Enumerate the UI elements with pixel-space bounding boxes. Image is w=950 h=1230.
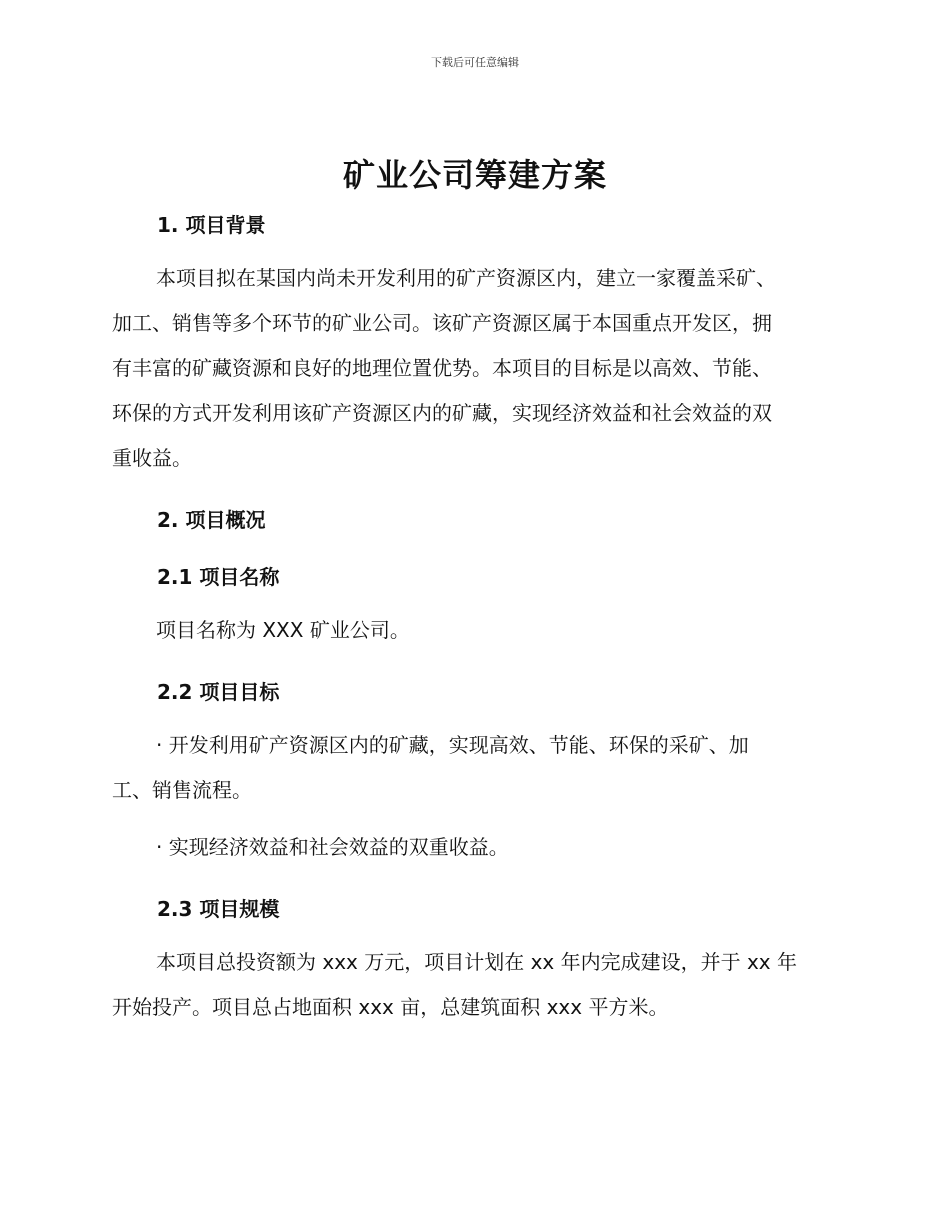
paragraph-line: 开始投产。项目总占地面积 xxx 亩，总建筑面积 xxx 平方米。 [112, 995, 669, 1019]
header-note: 下载后可任意编辑 [431, 56, 519, 69]
document-title: 矿业公司筹建方案 [342, 156, 607, 194]
paragraph-line: 有丰富的矿藏资源和良好的地理位置优势。本项目的目标是以高效、节能、 [112, 356, 772, 380]
paragraph-line: · 开发利用矿产资源区内的矿藏，实现高效、节能、环保的采矿、加 [156, 733, 749, 757]
goal-bullet-1 [112, 723, 836, 813]
goal-bullet-2 [112, 825, 836, 870]
paragraph-line: 本项目拟在某国内尚未开发利用的矿产资源区内，建立一家覆盖采矿、 [156, 266, 776, 290]
paragraph-line: 项目名称为 XXX 矿业公司。 [156, 618, 410, 642]
section-heading-overview: 2. 项目概况 [157, 508, 266, 532]
paragraph-line: 加工、销售等多个环节的矿业公司。该矿产资源区属于本国重点开发区，拥 [112, 311, 772, 335]
paragraph-line: · 实现经济效益和社会效益的双重收益。 [156, 835, 509, 859]
project-scale-paragraph [112, 940, 836, 1030]
paragraph-line: 环保的方式开发利用该矿产资源区内的矿藏，实现经济效益和社会效益的双 [112, 401, 772, 425]
paragraph-line: 工、销售流程。 [112, 778, 252, 802]
paragraph-line: 重收益。 [112, 446, 192, 470]
section-heading-background: 1. 项目背景 [157, 213, 266, 237]
section-heading-project-name: 2.1 项目名称 [157, 565, 280, 589]
section-heading-project-scale: 2.3 项目规模 [157, 897, 280, 921]
background-paragraph [112, 256, 836, 481]
paragraph-line: 本项目总投资额为 xxx 万元，项目计划在 xx 年内完成建设，并于 xx 年 [156, 950, 797, 974]
project-name-paragraph [112, 608, 836, 653]
section-heading-project-goals: 2.2 项目目标 [157, 680, 280, 704]
